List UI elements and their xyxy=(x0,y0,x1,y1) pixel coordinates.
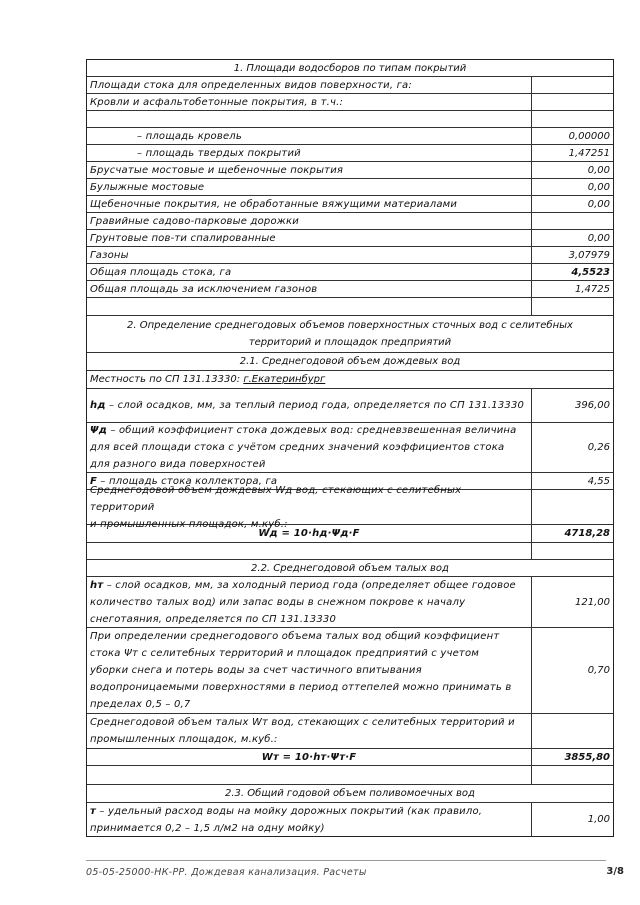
section2-title-row xyxy=(87,316,613,353)
empty-cell xyxy=(87,766,532,784)
psit-line: пределах 0,5 – 0,7 xyxy=(90,699,191,710)
row-value: 3,07979 xyxy=(568,249,610,261)
table-row-empty xyxy=(87,766,613,785)
wd-desc-value xyxy=(532,490,613,524)
row-label: – площадь кровель xyxy=(87,128,532,144)
row-value: 4,5523 xyxy=(571,266,610,278)
row-value: 1,4725 xyxy=(575,283,610,295)
wd-formula: Wд = 10·hд·Ψд·F xyxy=(87,525,532,542)
row-value xyxy=(532,77,613,93)
section1-title-row xyxy=(87,60,613,77)
location-row xyxy=(87,371,613,389)
m-line: принимается 0,2 – 1,5 л/м2 на одну мойку) xyxy=(90,822,325,834)
table-row xyxy=(87,213,613,230)
table-row xyxy=(87,230,613,247)
psit-line: уборки снега и потерь воды за счет частичного впитывания xyxy=(90,665,422,676)
row-label: Гравийные садово-парковые дорожки xyxy=(87,213,532,229)
row-label: Кровли и асфальтобетонные покрытия, в т.ч.: xyxy=(87,94,532,110)
row-label: Грунтовые пов-ти спалированные xyxy=(87,230,532,246)
psit-description xyxy=(87,628,532,713)
table-row xyxy=(87,247,613,264)
row-value: 0,00000 xyxy=(568,130,610,142)
m-symbol: т xyxy=(90,805,96,817)
section2-title-line1: 2. Определение среднегодовых объемов поверхностных сточных вод с селитебных xyxy=(127,319,573,331)
location-value: г.Екатеринбург xyxy=(243,374,326,385)
hd-symbol: hд xyxy=(90,400,106,411)
subsection-2-3-title: 2.3. Общий годовой объем поливомоечных вод xyxy=(225,788,475,799)
table-row-ht xyxy=(87,577,613,628)
wt-formula: Wт = 10·hт·Ψт·F xyxy=(87,749,532,765)
row-label: Общая площадь за исключением газонов xyxy=(87,281,532,297)
psid-line: для всей площади стока с учётом средних значений коэффициентов стока xyxy=(90,442,505,453)
row-value xyxy=(532,213,613,229)
psit-line: При определении среднегодового объема талых вод общий коэффициент xyxy=(90,631,500,642)
row-label: Брусчатые мостовые и щебеночные покрытия xyxy=(87,162,532,178)
wt-description xyxy=(87,714,532,748)
section2-title xyxy=(87,317,613,352)
table-row-total xyxy=(87,264,613,281)
f-symbol: F xyxy=(90,475,98,487)
section2-title-line2: территорий и площадок предприятий xyxy=(248,337,452,348)
row-value xyxy=(532,111,613,127)
wt-desc-value xyxy=(532,714,613,748)
row-label xyxy=(87,111,532,127)
location-cell xyxy=(87,371,613,388)
hd-text: – слой осадков, мм, за теплый период года, определяется по СП 131.13330 xyxy=(105,400,525,411)
table-row xyxy=(87,281,613,298)
subsection-2-1-title: 2.1. Среднегодовой объем дождевых вод xyxy=(239,356,461,367)
table-row xyxy=(87,77,613,94)
wt-result: 3855,80 xyxy=(564,751,610,763)
row-value: 0,00 xyxy=(587,181,610,193)
empty-cell xyxy=(532,766,613,784)
row-label: Площади стока для определенных видов поверхности, га: xyxy=(87,77,532,93)
ht-symbol: hт xyxy=(90,579,104,591)
ht-line: снеготаяния, определяется по СП 131.13330 xyxy=(90,613,337,625)
table-row-psid xyxy=(87,423,613,473)
row-label: Газоны xyxy=(87,247,532,263)
page-number: 3/8 xyxy=(606,866,624,877)
wd-line: и промышленных площадок, м.куб.: xyxy=(90,518,288,530)
m-value: 1,00 xyxy=(587,814,610,825)
table-row xyxy=(87,179,613,196)
row-value: 0,00 xyxy=(587,198,610,210)
empty-cell xyxy=(87,543,532,559)
ht-description xyxy=(87,577,532,627)
wd-result: 4718,28 xyxy=(564,528,610,539)
row-value: 0,00 xyxy=(587,164,610,176)
psid-line: – общий коэффициент стока дождевых вод: средневзвешенная величина xyxy=(106,425,517,436)
table-row xyxy=(87,196,613,213)
psit-line: стока Ψт с селитебных территорий и площадок предприятий с учетом xyxy=(90,648,480,659)
ht-line: количество талых вод) или запас воды в снежном покрове к началу xyxy=(90,596,466,608)
hd-value: 396,00 xyxy=(575,400,610,411)
table-row-hd xyxy=(87,389,613,423)
psid-description xyxy=(87,423,532,472)
table-row-wd-formula xyxy=(87,525,613,543)
table-row xyxy=(87,145,613,162)
calculation-table xyxy=(86,59,614,837)
row-label xyxy=(87,298,532,315)
table-row-empty xyxy=(87,543,613,560)
table-row-psit xyxy=(87,628,613,714)
table-row xyxy=(87,128,613,145)
section1-title: 1. Площади водосборов по типам покрытий xyxy=(233,63,467,74)
table-row-empty xyxy=(87,111,613,128)
wt-line: промышленных площадок, м.куб.: xyxy=(90,734,278,745)
m-description xyxy=(87,803,532,836)
subsection-2-2-title-row xyxy=(87,560,613,577)
psit-value: 0,70 xyxy=(587,665,610,676)
row-value xyxy=(532,298,613,315)
row-value: 1,47251 xyxy=(568,147,610,159)
table-row xyxy=(87,162,613,179)
psit-line: водопроницаемыми поверхностями в период оттепелей можно принимать в xyxy=(90,682,512,693)
footer-doc-title: 05-05-25000-НК-РР. Дождевая канализация. Расчеты xyxy=(86,867,367,878)
f-value: 4,55 xyxy=(587,475,610,487)
table-row-wt-formula xyxy=(87,749,613,766)
location-label: Местность по СП 131.13330: xyxy=(90,374,241,385)
row-label: – площадь твердых покрытий xyxy=(87,145,532,161)
psid-line: для разного вида поверхностей xyxy=(90,459,266,470)
subsection-2-2-title: 2.2. Среднегодовой объем талых вод xyxy=(251,563,449,574)
hd-description xyxy=(87,389,532,422)
wd-description xyxy=(87,484,532,530)
row-label: Щебеночные покрытия, не обработанные вяжущими материалами xyxy=(87,196,532,212)
table-row-wd-desc xyxy=(87,484,613,530)
table-row-wt-desc xyxy=(87,714,613,749)
row-value: 0,00 xyxy=(587,232,610,244)
subsection-2-3-title-row xyxy=(87,785,613,803)
table-row-m xyxy=(87,803,613,836)
ht-value: 121,00 xyxy=(575,596,610,608)
psid-value: 0,26 xyxy=(587,442,610,453)
footer-divider xyxy=(86,860,606,861)
subsection-2-1-title-row xyxy=(87,353,613,371)
f-text: – площадь стока коллектора, га xyxy=(97,475,278,487)
row-label: Общая площадь стока, га xyxy=(87,264,532,280)
wd-line: Среднегодовой объем дождевых Wд вод, стекающих с селитебных территорий xyxy=(90,484,462,513)
m-line: – удельный расход воды на мойку дорожных покрытий (как правило, xyxy=(96,805,483,817)
ht-line: – слой осадков, мм, за холодный период года (определяет общее годовое xyxy=(103,579,516,591)
row-label: Булыжные мостовые xyxy=(87,179,532,195)
psid-symbol: Ψд xyxy=(90,425,107,436)
row-value xyxy=(532,94,613,110)
empty-cell xyxy=(532,543,613,559)
table-row xyxy=(87,94,613,111)
table-row-empty xyxy=(87,298,613,316)
wt-line: Среднегодовой объем талых Wт вод, стекающих с селитебных территорий и xyxy=(90,717,515,728)
